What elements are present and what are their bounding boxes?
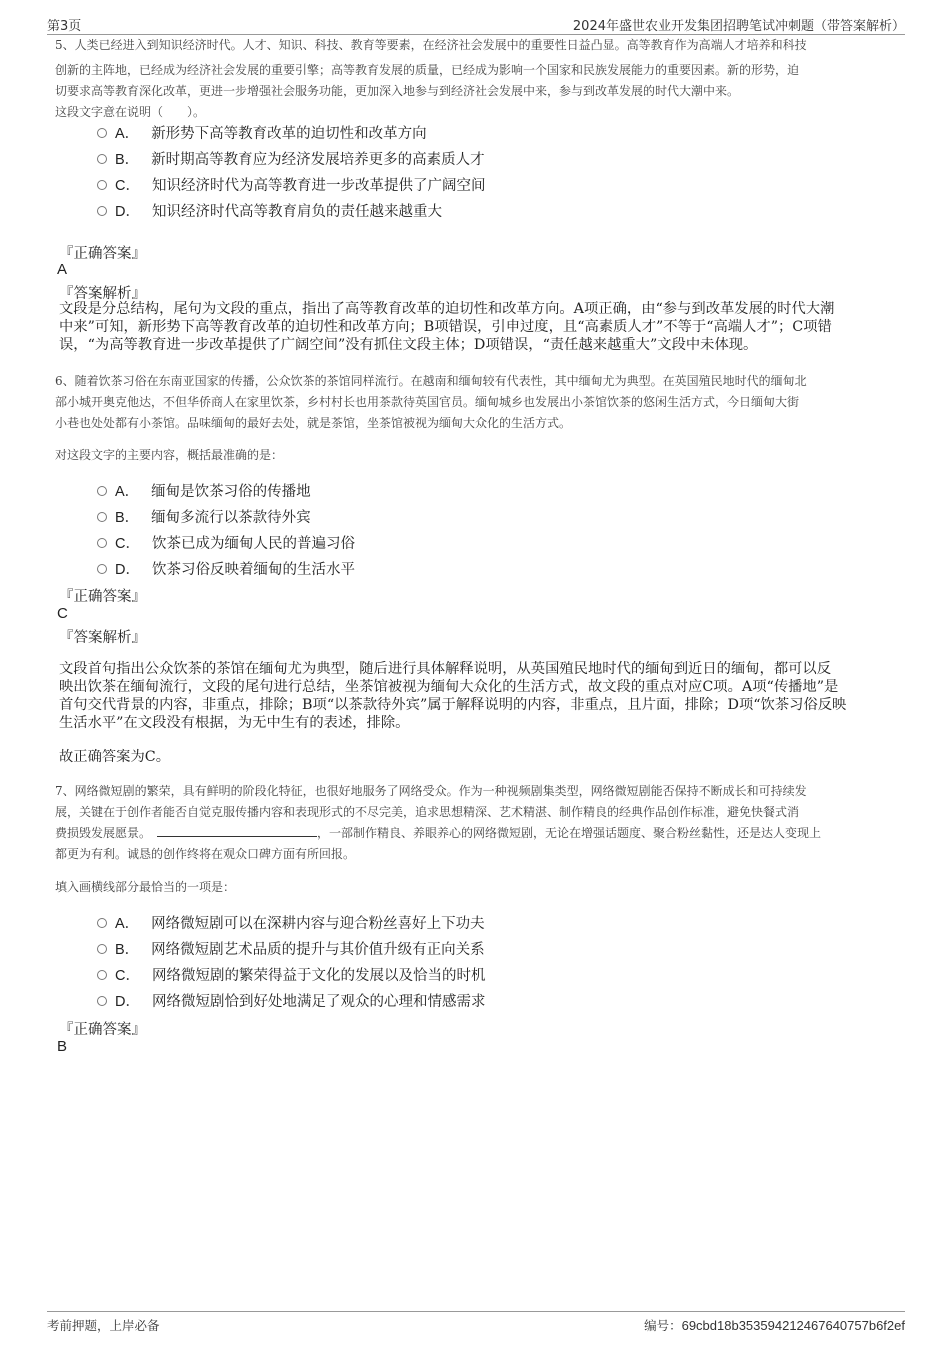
document-code <box>644 1316 905 1334</box>
question-6-stem <box>55 371 900 434</box>
q5-option-a[interactable] <box>97 122 427 143</box>
radio-icon[interactable] <box>97 996 107 1006</box>
q5-option-d[interactable] <box>97 200 442 221</box>
option-letter: C． <box>115 178 140 194</box>
q6-option-b[interactable] <box>97 506 311 527</box>
q6-analysis <box>59 660 894 732</box>
option-letter: B． <box>115 152 140 168</box>
option-text: 新时期高等教育应为经济发展培养更多的高素质人才 <box>151 152 485 168</box>
q6-analysis-label: 『答案解析』 <box>59 630 146 646</box>
option-letter: D． <box>115 994 140 1010</box>
radio-icon[interactable] <box>97 206 107 216</box>
stem-line: 部小城开奥克他达，不但华侨商人在家里饮茶，乡村村长也用茶款待英国官员。缅甸城乡也发展出小茶馆饮茶的悠闲生活方式，今日缅甸大街 <box>55 395 800 409</box>
q5-analysis <box>59 300 894 354</box>
option-text: 缅甸多流行以茶款待外宾 <box>151 510 311 526</box>
radio-icon[interactable] <box>97 564 107 574</box>
q7-option-c[interactable] <box>97 964 485 985</box>
q7-answer: B <box>57 1038 68 1055</box>
option-letter: D． <box>115 562 140 578</box>
option-letter: B． <box>115 510 140 526</box>
analysis-line: 中来”可知，新形势下高等教育改革的迫切性和改革方向；B项错误，引申过度，且“高素质人才”不等于“高端人才”；C项错 <box>59 319 832 335</box>
q5-answer-label: 『正确答案』 <box>59 246 146 262</box>
stem-text: 费损毁发展愿景。 <box>55 826 152 840</box>
option-text: 网络微短剧可以在深耕内容与迎合粉丝喜好上下功夫 <box>151 916 485 932</box>
stem-line: 6、随着饮茶习俗在东南亚国家的传播，公众饮茶的茶馆同样流行。在越南和缅甸较有代表性，其中缅甸尤为典型。在英国殖民地时代的缅甸北 <box>55 374 807 388</box>
option-letter: A． <box>115 126 140 142</box>
option-letter: D． <box>115 204 140 220</box>
fill-blank <box>157 824 317 837</box>
q5-option-c[interactable] <box>97 174 485 195</box>
option-text: 网络微短剧艺术品质的提升与其价值升级有正向关系 <box>151 942 485 958</box>
q7-answer-label: 『正确答案』 <box>59 1022 146 1038</box>
q6-option-c[interactable] <box>97 532 355 553</box>
stem-line: 创新的主阵地，已经成为经济社会发展的重要引擎；高等教育发展的质量，已经成为影响一个国家和民族发展能力的重要因素。新的形势，迫 <box>55 63 800 77</box>
q6-prompt: 对这段文字的主要内容，概括最准确的是： <box>55 448 284 462</box>
question-7-stem <box>55 781 900 865</box>
question-5-stem <box>55 38 900 123</box>
radio-icon[interactable] <box>97 154 107 164</box>
q7-option-d[interactable] <box>97 990 485 1011</box>
stem-line <box>55 823 900 844</box>
q6-answer: C <box>57 605 68 622</box>
option-letter: B． <box>115 942 140 958</box>
code-value: 69cbd18b35359421246764075​7b6f2ef <box>681 1318 905 1333</box>
option-letter: C． <box>115 968 140 984</box>
radio-icon[interactable] <box>97 970 107 980</box>
stem-line: 展，关键在于创作者能否自觉克服传播内容和表现形式的不尽完美，追求思想精深、艺术精湛、制作精良的经典作品创作标准，避免快餐式消 <box>55 805 800 819</box>
stem-line: 7、网络微短剧的繁荣，具有鲜明的阶段化特征，也很好地服务了网络受众。作为一种视频剧集类型，网络微短剧能否保持不断成长和可持续发 <box>55 784 807 798</box>
document-title: 2024年盛世农业开发集团招聘笔试冲刺题（带答案解析） <box>572 19 905 34</box>
option-text: 饮茶习俗反映着缅甸的生活水平 <box>151 562 355 578</box>
option-letter: A． <box>115 484 140 500</box>
q6-conclusion: 故正确答案为C。 <box>59 749 171 765</box>
radio-icon[interactable] <box>97 538 107 548</box>
analysis-line: 首句交代背景的内容，非重点，排除；B项“以茶款待外宾”属于解释说明的内容，非重点，且片面，排除；D项“饮茶习俗反映 <box>59 697 847 713</box>
option-letter: A． <box>115 916 140 932</box>
stem-line: 都更为有利。诚恳的创作终将在观众口碑方面有所回报。 <box>55 847 356 861</box>
analysis-line: 映出饮茶在缅甸流行，文段的尾句进行总结，坐茶馆被视为缅甸大众化的生活方式，故文段的重点对应C项。A项“传播地”是 <box>59 679 839 695</box>
radio-icon[interactable] <box>97 128 107 138</box>
option-text: 知识经济时代为高等教育进一步改革提供了广阔空间 <box>151 178 486 194</box>
stem-line: 切要求高等教育深化改革，更进一步增强社会服务功能，更加深入地参与到经济社会发展中来，参与到改革发展的时代大潮中来。 <box>55 84 740 98</box>
option-text: 饮茶已成为缅甸人民的普遍习俗 <box>151 536 355 552</box>
page-number: 第3页 <box>47 19 82 34</box>
analysis-line: 生活水平”在文段没有根据，为无中生有的表述，排除。 <box>59 715 410 731</box>
stem-line: 这段文字意在说明（ ）。 <box>55 105 206 119</box>
q6-option-d[interactable] <box>97 558 355 579</box>
option-text: 缅甸是饮茶习俗的传播地 <box>151 484 311 500</box>
option-text: 新形势下高等教育改革的迫切性和改革方向 <box>151 126 427 142</box>
q6-answer-label: 『正确答案』 <box>59 589 146 605</box>
q6-option-a[interactable] <box>97 480 311 501</box>
q7-prompt: 填入画横线部分最恰当的一项是： <box>55 880 236 894</box>
q5-analysis-label: 『答案解析』 <box>59 286 146 302</box>
radio-icon[interactable] <box>97 180 107 190</box>
q7-option-a[interactable] <box>97 912 485 933</box>
code-label: 编号： <box>644 1318 682 1333</box>
option-text: 知识经济时代高等教育肩负的责任越来越重大 <box>151 204 442 220</box>
q7-option-b[interactable] <box>97 938 485 959</box>
option-text: 网络微短剧的繁荣得益于文化的发展以及恰当的时机 <box>151 968 486 984</box>
stem-line: 小巷也处处都有小茶馆。品味缅甸的最好去处，就是茶馆，坐茶馆被视为缅甸大众化的生活方式。 <box>55 416 572 430</box>
stem-line: 5、人类已经进入到知识经济时代。人才、知识、科技、教育等要素，在经济社会发展中的重要性日益凸显。高等教育作为高端人才培养和科技 <box>55 38 807 52</box>
page-header <box>47 12 905 35</box>
q5-option-b[interactable] <box>97 148 485 169</box>
option-letter: C． <box>115 536 140 552</box>
q5-answer: A <box>57 261 68 278</box>
stem-text: ，一部制作精良、养眼养心的网络微短剧，无论在增强话题度、聚合粉丝黏性，还是达人变现上 <box>317 826 822 840</box>
analysis-line: 文段是分总结构，尾句为文段的重点，指出了高等教育改革的迫切性和改革方向。A项正确，由“参与到改革发展的时代大潮 <box>59 301 835 317</box>
page-footer <box>47 1311 905 1336</box>
radio-icon[interactable] <box>97 918 107 928</box>
radio-icon[interactable] <box>97 512 107 522</box>
analysis-line: 文段首句指出公众饮茶的茶馆在缅甸尤为典型，随后进行具体解释说明，从英国殖民地时代的缅甸到近日的缅甸，都可以反 <box>59 661 832 677</box>
footer-slogan: 考前押题，上岸必备 <box>47 1318 160 1333</box>
radio-icon[interactable] <box>97 944 107 954</box>
radio-icon[interactable] <box>97 486 107 496</box>
analysis-line: 误，“为高等教育进一步改革提供了广阔空间”没有抓住文段主体；D项错误，“责任越来越重大”文段中未体现。 <box>59 337 758 353</box>
option-text: 网络微短剧恰到好处地满足了观众的心理和情感需求 <box>151 994 486 1010</box>
